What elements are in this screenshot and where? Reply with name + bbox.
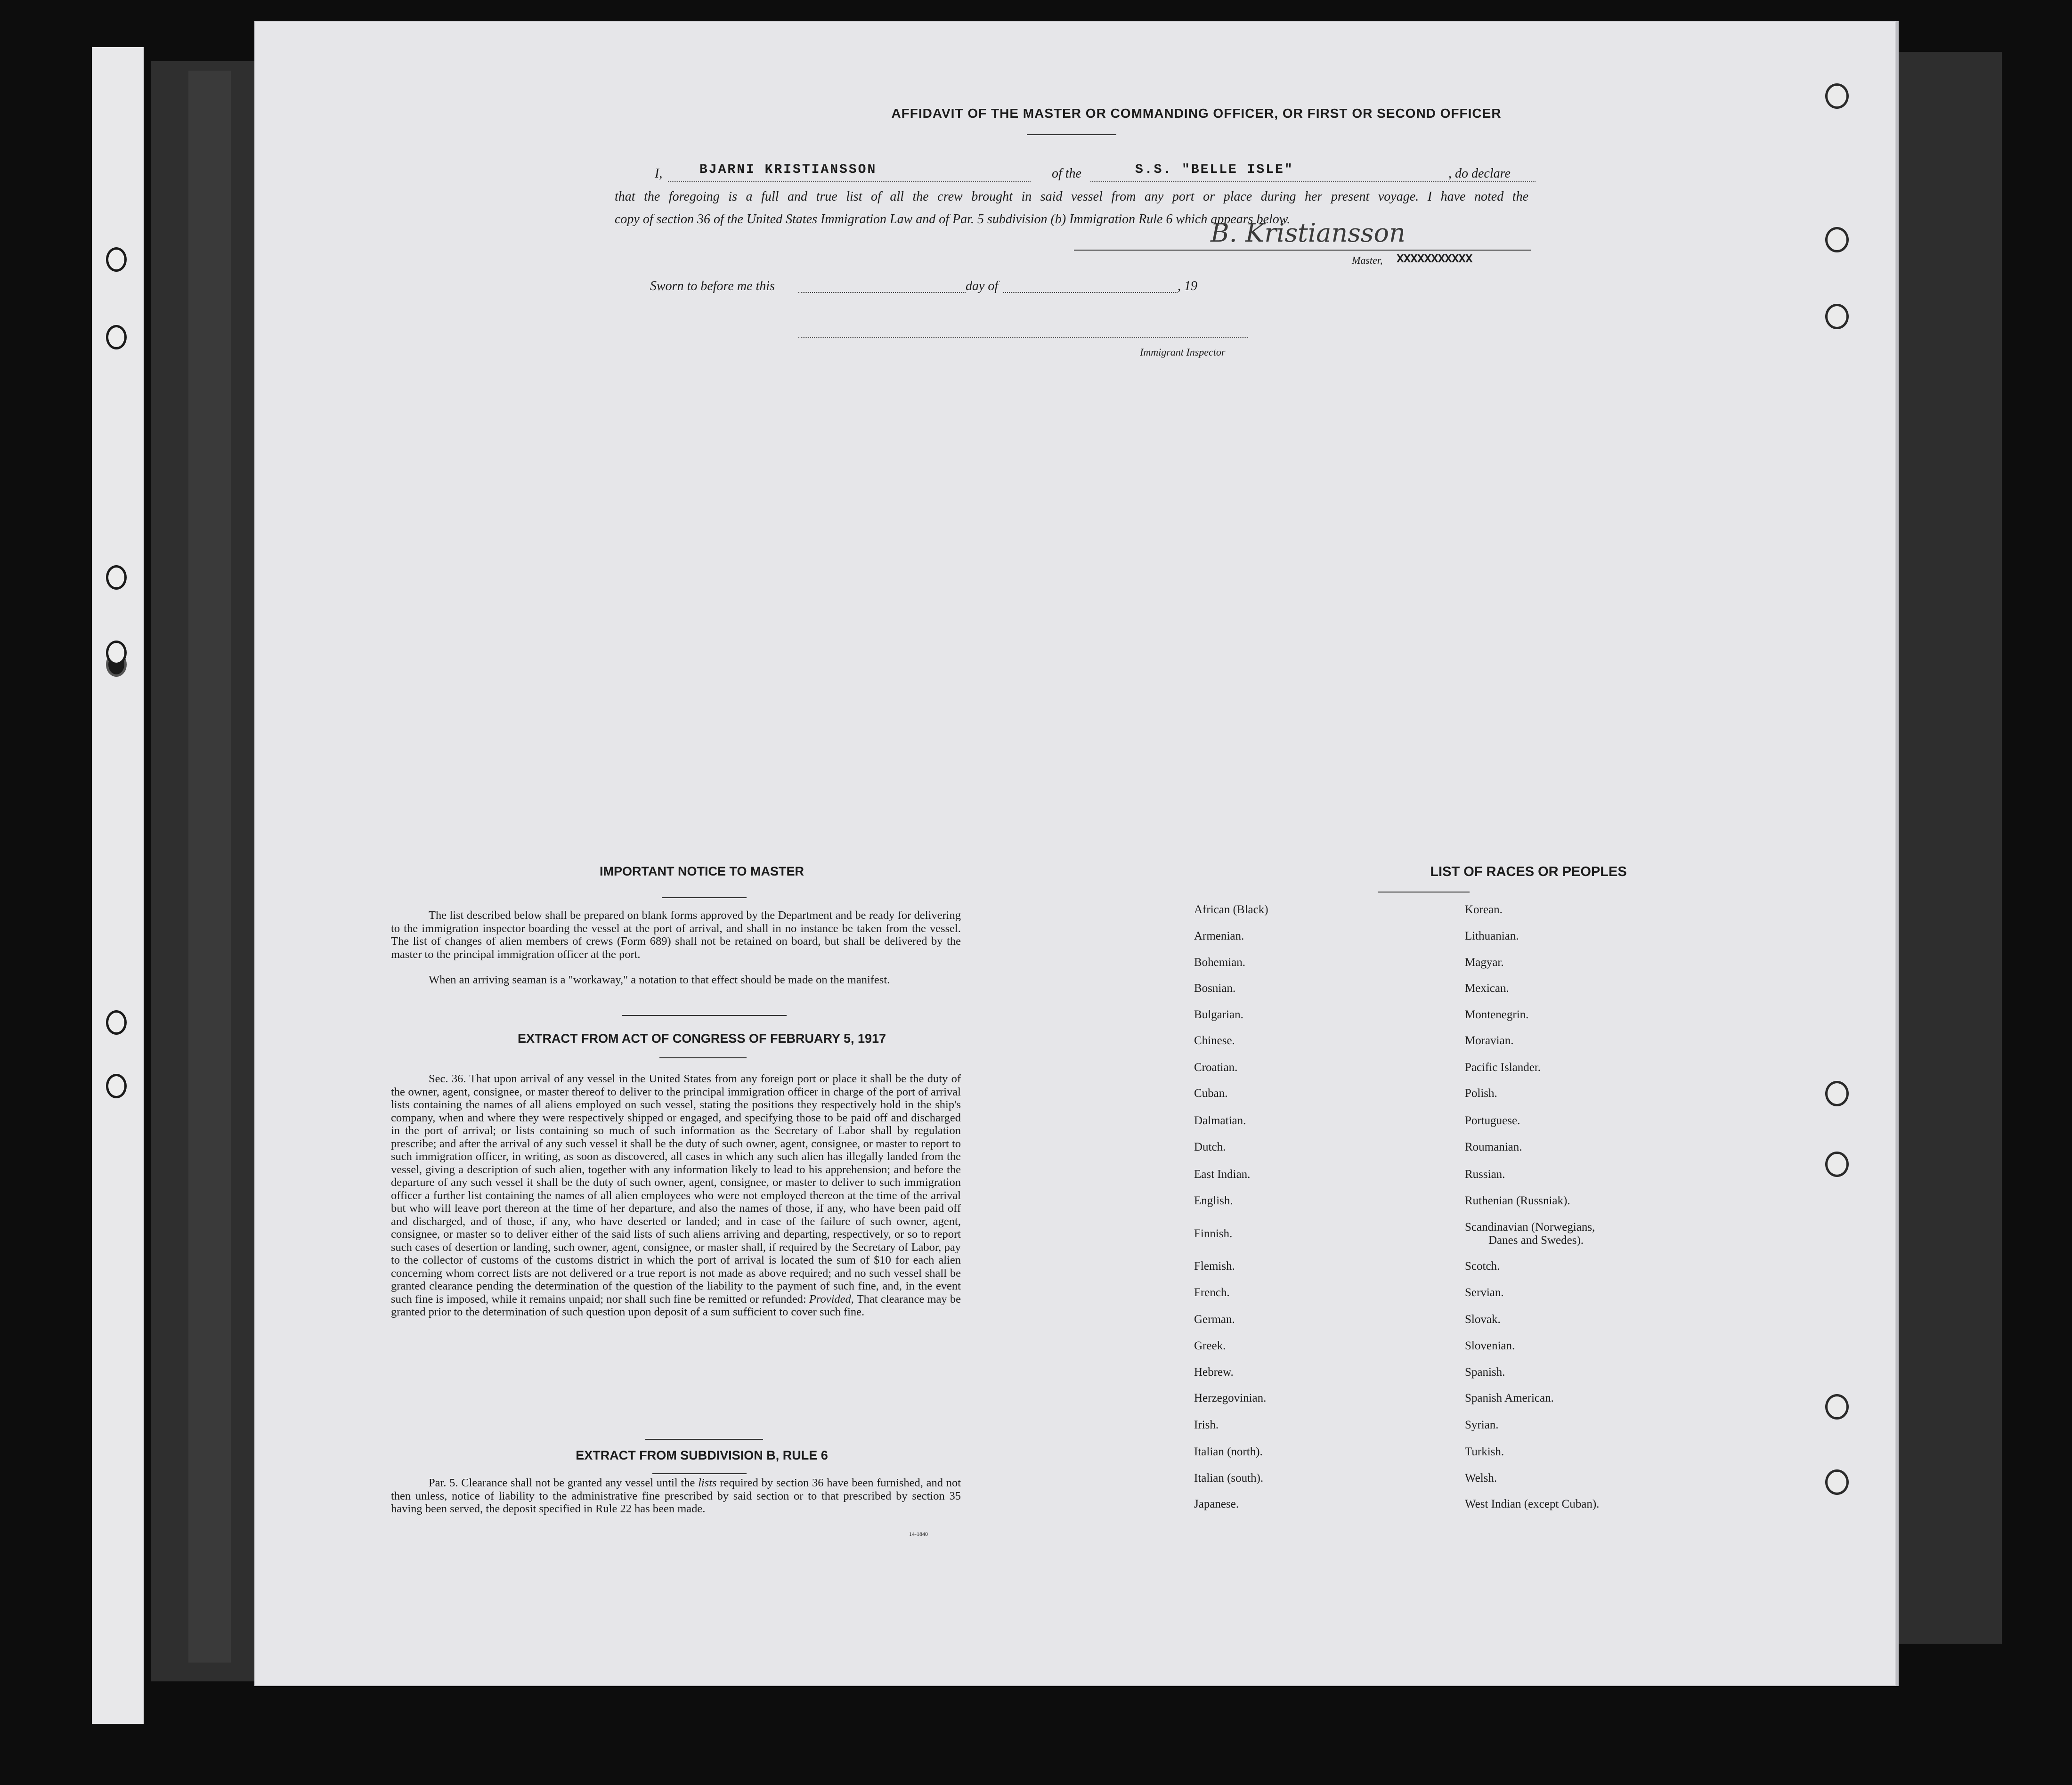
notice-title: IMPORTANT NOTICE TO MASTER xyxy=(600,864,804,878)
affidavit-text-line-3: copy of section 36 of the United States Immigration Law and of Par. 5 subdivision (b) Immigration Rule 6 which appears below. xyxy=(615,212,1291,227)
rule-text-start: Par. 5. Clearance shall not be granted any vessel until the xyxy=(429,1477,695,1489)
of-the-label: of the xyxy=(1052,166,1081,181)
races-title: LIST OF RACES OR PEOPLES xyxy=(1430,864,1627,879)
rule-text-end: required by section 36 have been furnished, and not then unless, notice of liability to the administrative fine prescribed by said section or to that prescribed by section 35 having been served, the deposit specified in Rule 22 has been made. xyxy=(391,1477,961,1515)
punch-hole-icon xyxy=(1825,227,1849,252)
race-item: Bosnian. xyxy=(1194,982,1236,995)
left-film-strip xyxy=(92,47,144,1724)
notice-separator xyxy=(662,897,747,898)
extract-rule-title: EXTRACT FROM SUBDIVISION B, RULE 6 xyxy=(576,1448,828,1462)
form-number: 14-1840 xyxy=(909,1531,928,1537)
race-item: French. xyxy=(1194,1286,1230,1299)
race-item: English. xyxy=(1194,1194,1233,1207)
race-item: Montenegrin. xyxy=(1465,1008,1529,1021)
master-name: BJARNI KRISTIANSSON xyxy=(699,162,877,177)
race-item: Japanese. xyxy=(1194,1498,1239,1510)
punch-hole-icon xyxy=(1825,1081,1849,1106)
vessel-name-line xyxy=(1090,181,1536,182)
race-item: African (Black) xyxy=(1194,903,1268,916)
race-item: Slovak. xyxy=(1465,1313,1501,1326)
race-item: Croatian. xyxy=(1194,1061,1238,1074)
race-item: Flemish. xyxy=(1194,1260,1235,1273)
race-item: Polish. xyxy=(1465,1087,1497,1100)
punch-hole-icon xyxy=(1825,304,1849,329)
race-item: Greek. xyxy=(1194,1339,1226,1352)
race-item: Portuguese. xyxy=(1465,1114,1520,1127)
race-item: Korean. xyxy=(1465,903,1503,916)
extract-rule-separator xyxy=(652,1473,747,1474)
race-item: Pacific Islander. xyxy=(1465,1061,1541,1074)
race-item: Italian (south). xyxy=(1194,1472,1264,1485)
inspector-signature-line xyxy=(798,337,1248,338)
sworn-month-line xyxy=(1003,292,1178,293)
race-item: Danes and Swedes). xyxy=(1488,1234,1584,1247)
race-item: Servian. xyxy=(1465,1286,1504,1299)
binder-hole-icon xyxy=(106,641,127,665)
race-item: Slovenian. xyxy=(1465,1339,1515,1352)
binder-hole-icon xyxy=(106,247,127,272)
master-signature: B. Kristiansson xyxy=(1211,218,1406,248)
race-item: Hebrew. xyxy=(1194,1366,1234,1379)
race-item: Bulgarian. xyxy=(1194,1008,1243,1021)
extract-rule-paragraph xyxy=(391,1477,961,1516)
race-item: Syrian. xyxy=(1465,1419,1499,1431)
notice-paragraph-1: The list described below shall be prepared on blank forms approved by the Department and be ready for delivering to the immigration inspector boarding the vessel at the port of arrival, and shall in no instance be taken from the vessel. The list of changes of alien members of crews (Form 689) shall not be retained on board, but shall be delivered by the master to the principal immigration officer at the port. xyxy=(391,909,961,961)
race-item: Italian (north). xyxy=(1194,1445,1263,1458)
binder-hole-icon xyxy=(106,1074,127,1098)
punch-hole-icon xyxy=(1825,83,1849,109)
race-item: Cuban. xyxy=(1194,1087,1228,1100)
race-item: Lithuanian. xyxy=(1465,930,1519,942)
affidavit-text-line-2: that the foregoing is a full and true list of all the crew brought in said vessel from any port or place during her present voyage. I have noted the xyxy=(615,189,1528,204)
race-item: Welsh. xyxy=(1465,1472,1497,1485)
binder-hole-icon xyxy=(106,565,127,590)
race-item: Chinese. xyxy=(1194,1034,1235,1047)
race-item: Ruthenian (Russniak). xyxy=(1465,1194,1570,1207)
extract-act-bottom-separator xyxy=(645,1439,763,1440)
notice-bottom-separator xyxy=(622,1015,787,1016)
binder-spine-inner xyxy=(188,71,231,1663)
sworn-label: Sworn to before me this xyxy=(650,279,775,293)
notice-paragraph-2: When an arriving seaman is a "workaway," a notation to that effect should be made on the manifest. xyxy=(429,974,890,986)
master-name-line xyxy=(668,181,1031,182)
race-item: Roumanian. xyxy=(1465,1141,1522,1153)
race-item: Dutch. xyxy=(1194,1141,1226,1153)
race-item: Moravian. xyxy=(1465,1034,1514,1047)
inspector-label: Immigrant Inspector xyxy=(1140,346,1226,358)
binder-hole-icon xyxy=(106,1010,127,1035)
sworn-day-line xyxy=(798,292,966,293)
race-item: Herzegovinian. xyxy=(1194,1392,1267,1404)
punch-hole-icon xyxy=(1825,1469,1849,1495)
struck-out-title: XXXXXXXXXXX xyxy=(1397,252,1472,266)
master-label: Master, xyxy=(1352,254,1383,266)
section-text-end: That clearance may be granted prior to the determination of such question upon deposit of a sum sufficient to cover such fine. xyxy=(391,1292,961,1318)
section-text: That upon arrival of any vessel in the United States from any foreign port or place it shall be the duty of the owner, agent, consignee, or master thereof to deliver to the principal immigration officer in charge of the port of arrival lists containing the names of all aliens employed on such vessel, stating the positions they respectively hold in the ship's company, when and where they were respectively shipped or engaged, and specifying those to be paid off and discharged in the port of arrival; or lists containing so much of such information as the Secretary of Labor shall by regulation prescribe; and after the arrival of any such vessel it shall be the duty of such owner, agent, consignee, or master to report to such immigration officer, in writing, as soon as discovered, all cases in which any such alien has illegally landed from the vessel, giving a description of such alien, together with any information likely to lead to his apprehension; and before the departure of any such vessel it shall be the duty of such owner, agent, consignee, or master to deliver to such immigration officer a further list containing the names of all alien employees who were not employed thereon at the time of the arrival but who will leave port thereon at the time of her departure, and also the names of those, if any, who have been paid off and discharged, and of those, if any, who have deserted or landed; and in case of the failure of such owner, agent, consignee, or master so to deliver either of the said lists of such aliens arriving and departing, respectively, or so to report such cases of desertion or landing, such owner, agent, consignee, or master shall, if required by the Secretary of Labor, pay to the collector of customs of the customs district in which the port of arrival is located the sum of $10 for each alien concerning whom correct lists are not delivered or a true report is not made as above required; and no such vessel shall be granted clearance pending the determination of the question of the liability to the payment of such fine, and, in the event such fine is imposed, while it remains unpaid; nor shall such fine be remitted or refunded: xyxy=(391,1072,961,1306)
race-item: Irish. xyxy=(1194,1419,1219,1431)
race-item: Armenian. xyxy=(1194,930,1244,942)
race-item: Spanish American. xyxy=(1465,1392,1554,1404)
race-item: West Indian (except Cuban). xyxy=(1465,1498,1600,1510)
affidavit-i-label: I, xyxy=(655,166,663,181)
punch-hole-icon xyxy=(1825,1394,1849,1420)
signature-line xyxy=(1074,250,1531,251)
year-label: , 19 xyxy=(1178,279,1197,293)
race-item: East Indian. xyxy=(1194,1168,1251,1181)
vessel-name: S.S. "BELLE ISLE" xyxy=(1135,162,1294,177)
section-label: Sec. 36. xyxy=(429,1072,466,1085)
race-item: Turkish. xyxy=(1465,1445,1504,1458)
race-item: Finnish. xyxy=(1194,1227,1233,1240)
affidavit-title: AFFIDAVIT OF THE MASTER OR COMMANDING OFFICER, OR FIRST OR SECOND OFFICER xyxy=(891,106,1502,121)
extract-act-paragraph xyxy=(391,1072,961,1319)
race-item: Mexican. xyxy=(1465,982,1509,995)
race-item: Russian. xyxy=(1465,1168,1505,1181)
punch-hole-icon xyxy=(1825,1152,1849,1177)
race-item: Spanish. xyxy=(1465,1366,1505,1379)
extract-act-separator xyxy=(659,1057,747,1058)
binder-hole-icon xyxy=(106,325,127,349)
provided-word: Provided, xyxy=(809,1292,854,1306)
extract-act-title: EXTRACT FROM ACT OF CONGRESS OF FEBRUARY 5, 1917 xyxy=(517,1031,886,1046)
document-page xyxy=(254,21,1899,1686)
race-item: Bohemian. xyxy=(1194,956,1246,969)
right-page-edge xyxy=(1898,52,2002,1644)
race-item: Dalmatian. xyxy=(1194,1114,1246,1127)
race-item: Magyar. xyxy=(1465,956,1504,969)
lists-word: lists xyxy=(698,1477,717,1489)
day-of-label: day of xyxy=(966,279,999,293)
race-item: Scandinavian (Norwegians, xyxy=(1465,1221,1595,1233)
do-declare-label: , do declare xyxy=(1448,166,1511,181)
race-item: Scotch. xyxy=(1465,1260,1500,1273)
title-separator xyxy=(1027,134,1116,135)
race-item: German. xyxy=(1194,1313,1235,1326)
